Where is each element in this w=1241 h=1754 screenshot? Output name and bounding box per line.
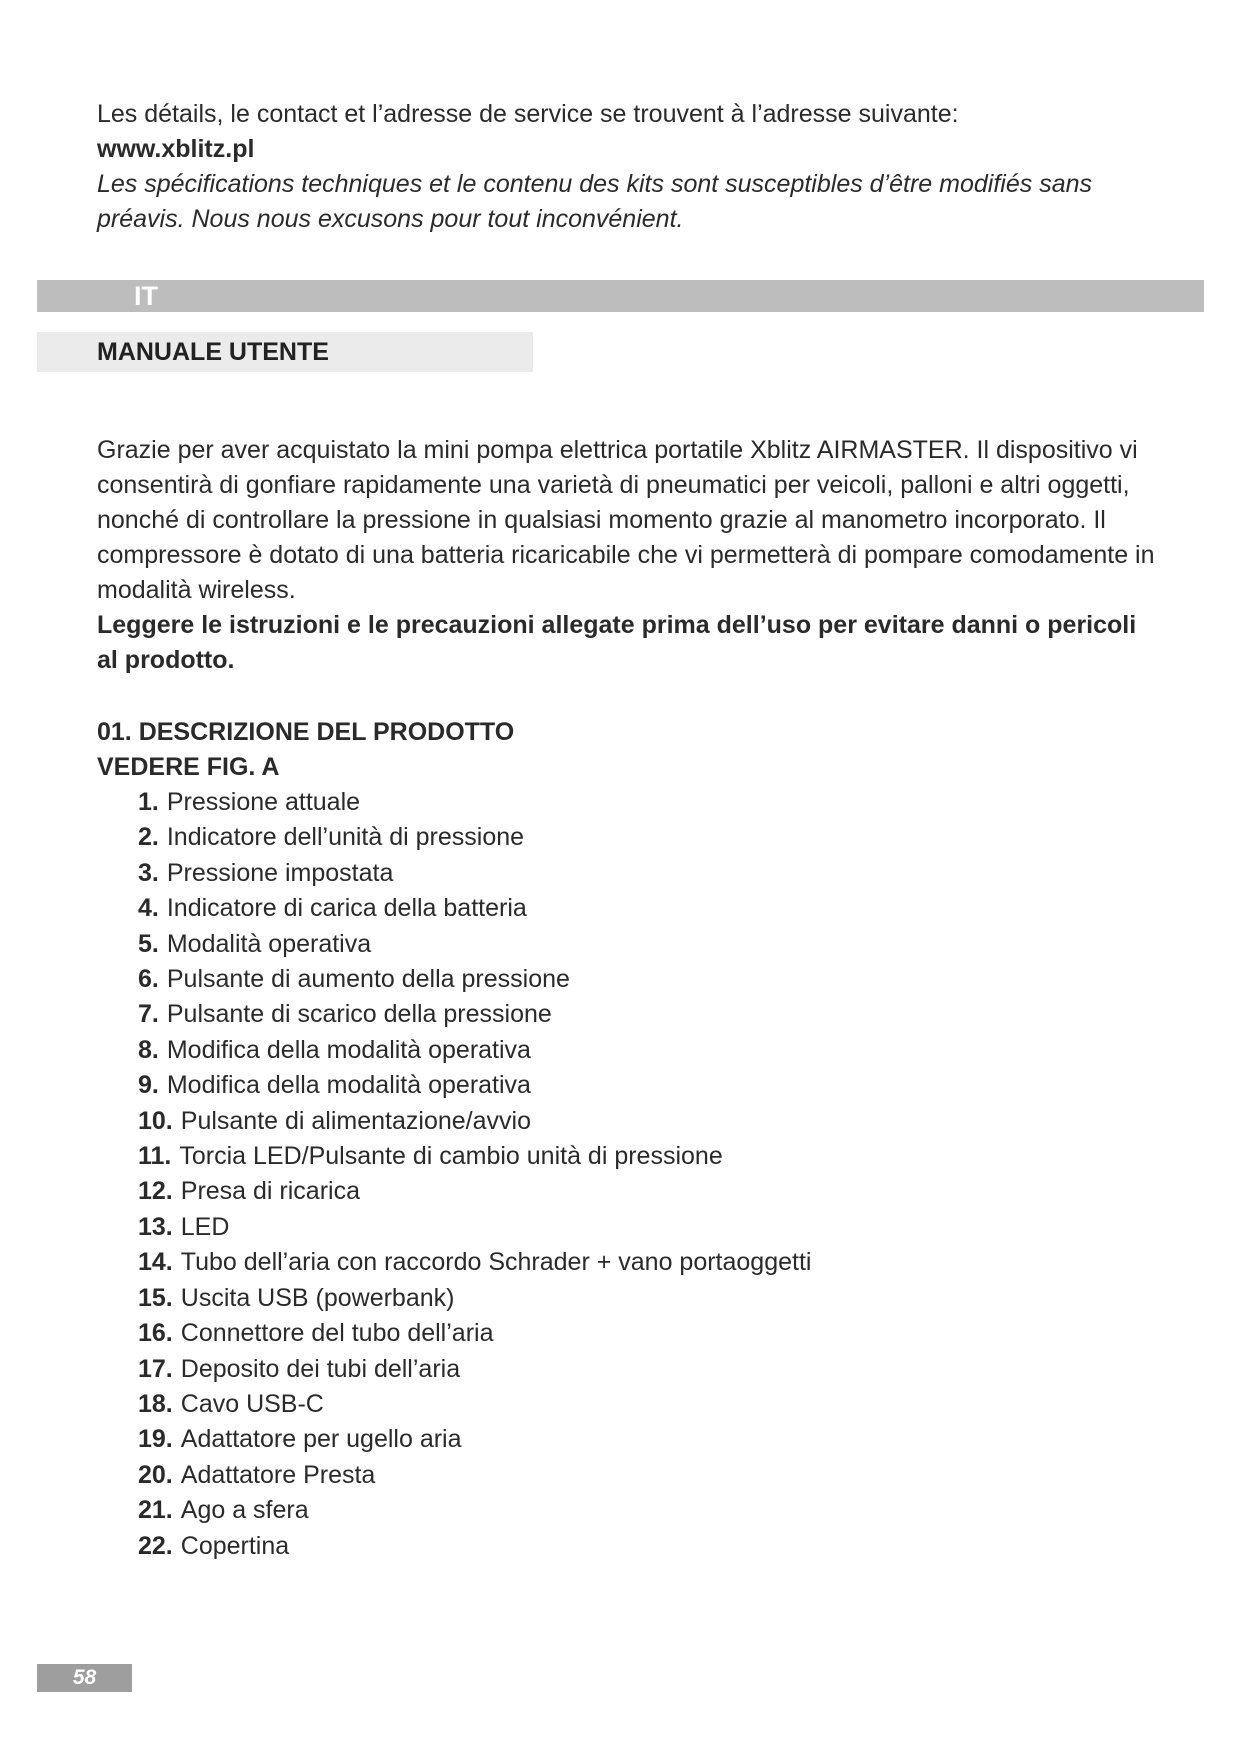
figure-reference: VEDERE FIG. A [97,753,280,781]
item-number: 17. [138,1354,173,1383]
item-number: 11. [138,1142,172,1171]
item-label: Cavo USB-C [180,1389,324,1418]
item-label: Pressione attuale [166,788,361,816]
warning-text: Leggere le istruzioni e le precauzioni allegate prima dell’uso per evitare danni o pericoli al prodotto. [97,611,1137,674]
list-item [138,820,1157,855]
list-item [138,1458,1157,1493]
list-item [138,997,1157,1032]
item-label: LED [180,1212,230,1241]
italian-intro [97,433,1157,678]
service-info-text: Les détails, le contact et l’adresse de service se trouvent à l’adresse suivante: [97,100,959,128]
disclaimer-text: Les spécifications techniques et le contenu des kits sont susceptibles d’être modifiés sans préavis. Nous nous excusons pour tout inconvénient. [97,170,1092,233]
item-label: Modalità operativa [166,929,372,958]
list-item [138,1422,1157,1457]
item-number: 8. [138,1035,159,1064]
item-label: Presa di ricarica [180,1177,360,1206]
item-number: 10. [138,1106,173,1135]
item-number: 14. [138,1248,173,1277]
list-item [138,1033,1157,1068]
item-label: Connettore del tubo dell’aria [180,1319,494,1348]
list-item [138,962,1157,997]
item-number: 4. [138,894,159,923]
item-number: 18. [138,1389,173,1418]
item-label: Deposito dei tubi dell’aria [180,1354,461,1383]
item-label: Modifica della modalità operativa [166,1035,531,1064]
item-number: 19. [138,1425,173,1454]
list-item [138,1104,1157,1139]
item-number: 20. [138,1460,173,1489]
parts-list [97,785,1157,1564]
item-number: 16. [138,1319,173,1348]
item-label: Indicatore dell’unità di pressione [166,823,525,852]
list-item [138,1068,1157,1103]
item-number: 21. [138,1496,173,1525]
page-number: 58 [72,1666,97,1689]
list-item [138,1281,1157,1316]
item-number: 7. [138,1000,159,1029]
item-number: 2. [138,823,159,852]
item-number: 12. [138,1177,173,1206]
item-label: Uscita USB (powerbank) [180,1283,455,1312]
section-title-box [37,332,533,372]
product-description [97,715,1157,1564]
list-item [138,927,1157,962]
website-link[interactable]: www.xblitz.pl [97,135,255,163]
item-label: Indicatore di carica della batteria [166,894,527,923]
item-label: Pressione impostata [166,858,394,887]
item-number: 15. [138,1283,173,1312]
item-label: Pulsante di alimentazione/avvio [180,1106,531,1135]
list-item [138,1245,1157,1280]
list-item [138,1529,1157,1564]
language-code: IT [134,281,158,311]
list-item [138,1316,1157,1351]
item-number: 9. [138,1071,159,1100]
item-label: Torcia LED/Pulsante di cambio unità di pressione [179,1142,723,1171]
item-number: 13. [138,1212,173,1241]
item-number: 6. [138,965,159,994]
list-item [138,891,1157,926]
item-label: Tubo dell’aria con raccordo Schrader + vano portaoggetti [180,1248,812,1277]
language-bar [37,280,1204,312]
product-heading: 01. DESCRIZIONE DEL PRODOTTO [97,718,515,746]
item-label: Ago a sfera [180,1496,309,1525]
item-number: 1. [138,788,159,816]
item-number: 5. [138,929,159,958]
item-number: 22. [138,1531,173,1560]
list-item [138,1352,1157,1387]
list-item [138,1387,1157,1422]
item-label: Modifica della modalità operativa [166,1071,531,1100]
item-label: Copertina [180,1531,290,1560]
list-item [138,1174,1157,1209]
list-item [138,1139,1157,1174]
item-label: Adattatore Presta [180,1460,376,1489]
item-label: Pulsante di scarico della pressione [166,1000,552,1029]
list-item [138,856,1157,891]
item-label: Pulsante di aumento della pressione [166,965,570,994]
item-label: Adattatore per ugello aria [180,1425,462,1454]
list-item [138,1210,1157,1245]
list-item [138,1493,1157,1528]
item-number: 3. [138,858,159,887]
section-title: MANUALE UTENTE [97,338,329,366]
list-item [138,785,1157,820]
page-number-badge [37,1664,132,1692]
french-intro [97,97,1157,237]
intro-paragraph: Grazie per aver acquistato la mini pompa elettrica portatile Xblitz AIRMASTER. Il dispositivo vi consentirà di gonfiare rapidamente una varietà di pneumatici per veicoli, palloni e altri oggetti, nonché di controllare la pressione in qualsiasi momento grazie al manometro incorporato. Il compressore è dotato di una batteria ricaricabile che vi permetterà di pompare comodamente in modalità wireless. [97,436,1155,604]
